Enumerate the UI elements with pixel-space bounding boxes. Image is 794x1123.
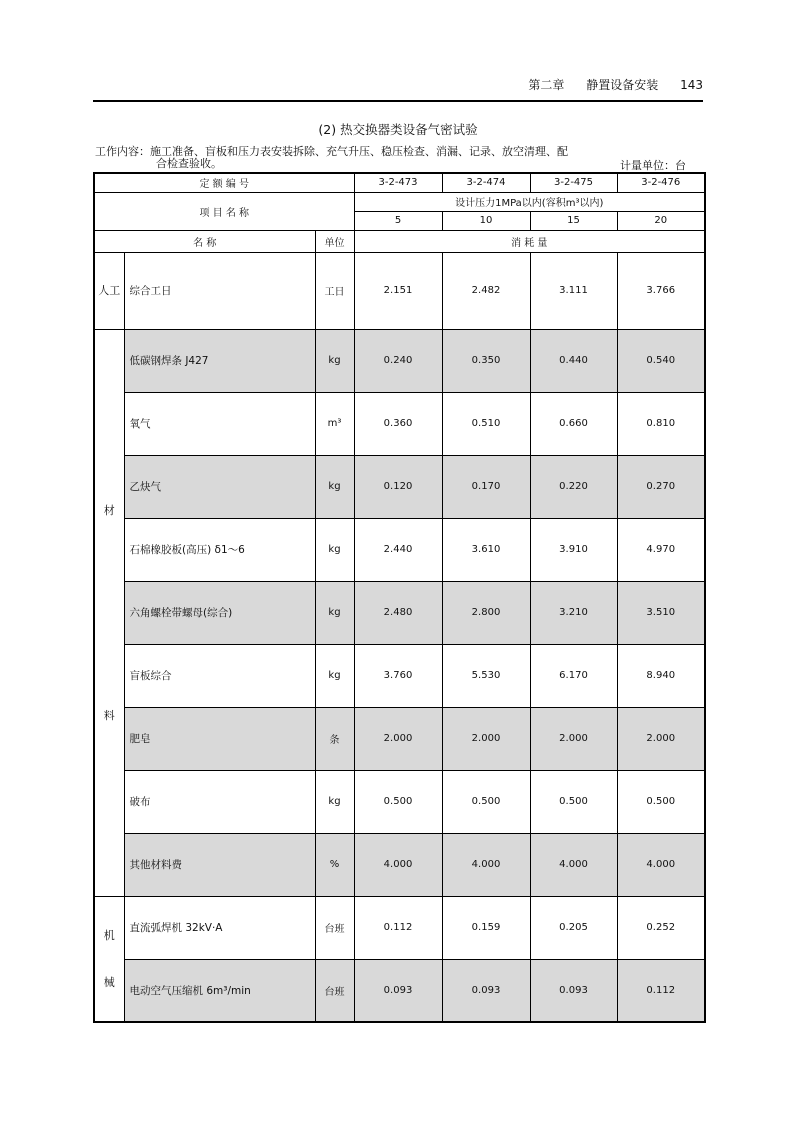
table-row — [94, 707, 705, 770]
column-header-row — [94, 230, 705, 252]
value-cell: 3.610 — [442, 518, 530, 581]
row-name: 乙炔气 — [124, 455, 315, 518]
pressure-row — [94, 192, 705, 211]
table-row — [94, 455, 705, 518]
page-header — [93, 76, 703, 92]
row-name: 六角螺栓带螺母(综合) — [124, 581, 315, 644]
value-cell: 0.093 — [442, 959, 530, 1022]
row-name: 肥皂 — [124, 707, 315, 770]
work-content-line1: 工作内容：施工准备、盲板和压力表安装拆除、充气升压、稳压检查、消漏、记录、放空清理、配 — [95, 145, 568, 158]
item-name-label: 项 目 名 称 — [94, 192, 354, 230]
row-name: 破布 — [124, 770, 315, 833]
row-name: 石棉橡胶板(高压) δ1～6 — [124, 518, 315, 581]
row-unit: kg — [315, 518, 354, 581]
page-number: 143 — [680, 78, 703, 92]
value-cell: 2.480 — [354, 581, 442, 644]
row-name: 其他材料费 — [124, 833, 315, 896]
work-content — [95, 146, 695, 170]
table-row — [94, 518, 705, 581]
value-cell: 2.440 — [354, 518, 442, 581]
value-cell: 2.151 — [354, 252, 442, 329]
value-cell: 3.910 — [530, 518, 617, 581]
value-cell: 2.000 — [530, 707, 617, 770]
measurement-unit: 计量单位：台 — [620, 159, 686, 172]
quota-label: 定 额 编 号 — [94, 173, 354, 192]
value-cell: 0.360 — [354, 392, 442, 455]
value-cell: 4.000 — [354, 833, 442, 896]
material-category-top: 材 — [103, 503, 115, 517]
chapter-label: 第二章 — [528, 78, 565, 92]
value-cell: 0.093 — [530, 959, 617, 1022]
row-name: 氧气 — [124, 392, 315, 455]
row-unit: 条 — [315, 707, 354, 770]
table-row — [94, 959, 705, 1022]
value-cell: 0.810 — [617, 392, 705, 455]
table-row — [94, 644, 705, 707]
row-name: 综合工日 — [124, 252, 315, 329]
value-cell: 5.530 — [442, 644, 530, 707]
table-row — [94, 896, 705, 959]
value-cell: 0.500 — [442, 770, 530, 833]
value-cell: 4.000 — [617, 833, 705, 896]
value-cell: 2.000 — [354, 707, 442, 770]
value-cell: 0.500 — [617, 770, 705, 833]
volume-cell: 5 — [354, 211, 442, 230]
value-cell: 0.500 — [354, 770, 442, 833]
value-cell: 0.159 — [442, 896, 530, 959]
value-cell: 8.940 — [617, 644, 705, 707]
quota-code-row — [94, 173, 705, 192]
value-cell: 0.120 — [354, 455, 442, 518]
row-unit: kg — [315, 581, 354, 644]
row-name: 电动空气压缩机 6m³/min — [124, 959, 315, 1022]
value-cell: 0.112 — [617, 959, 705, 1022]
code-cell: 3-2-476 — [617, 173, 705, 192]
value-cell: 3.760 — [354, 644, 442, 707]
table-row — [94, 833, 705, 896]
value-cell: 0.093 — [354, 959, 442, 1022]
value-cell: 3.510 — [617, 581, 705, 644]
value-cell: 2.000 — [442, 707, 530, 770]
unit-column-header: 单位 — [315, 230, 354, 252]
table-row — [94, 252, 705, 329]
material-category — [94, 329, 124, 896]
value-cell: 3.210 — [530, 581, 617, 644]
value-cell: 0.205 — [530, 896, 617, 959]
work-content-line2: 合检查验收。 — [156, 157, 222, 170]
row-unit: kg — [315, 455, 354, 518]
machine-category-bottom: 械 — [103, 975, 115, 989]
value-cell: 3.111 — [530, 252, 617, 329]
row-unit: 台班 — [315, 959, 354, 1022]
row-name: 低碳钢焊条 J427 — [124, 329, 315, 392]
value-cell: 0.112 — [354, 896, 442, 959]
value-cell: 0.240 — [354, 329, 442, 392]
value-cell: 4.000 — [530, 833, 617, 896]
row-unit: 台班 — [315, 896, 354, 959]
volume-cell: 15 — [530, 211, 617, 230]
value-cell: 4.000 — [442, 833, 530, 896]
row-unit: m³ — [315, 392, 354, 455]
header-rule — [93, 100, 703, 102]
value-cell: 0.252 — [617, 896, 705, 959]
quota-table — [93, 172, 706, 1023]
value-cell: 2.800 — [442, 581, 530, 644]
code-cell: 3-2-475 — [530, 173, 617, 192]
value-cell: 0.220 — [530, 455, 617, 518]
value-cell: 0.170 — [442, 455, 530, 518]
consumption-header: 消 耗 量 — [354, 230, 705, 252]
table-row — [94, 392, 705, 455]
row-name: 盲板综合 — [124, 644, 315, 707]
value-cell: 0.270 — [617, 455, 705, 518]
section-title: (2) 热交换器类设备气密试验 — [318, 122, 478, 137]
value-cell: 0.660 — [530, 392, 617, 455]
code-cell: 3-2-474 — [442, 173, 530, 192]
value-cell: 0.350 — [442, 329, 530, 392]
row-unit: kg — [315, 770, 354, 833]
value-cell: 0.510 — [442, 392, 530, 455]
row-unit: kg — [315, 644, 354, 707]
volume-cell: 10 — [442, 211, 530, 230]
table-row — [94, 581, 705, 644]
value-cell: 6.170 — [530, 644, 617, 707]
value-cell: 0.440 — [530, 329, 617, 392]
table-row — [94, 770, 705, 833]
value-cell: 4.970 — [617, 518, 705, 581]
row-unit: % — [315, 833, 354, 896]
volume-cell: 20 — [617, 211, 705, 230]
value-cell: 2.482 — [442, 252, 530, 329]
value-cell: 3.766 — [617, 252, 705, 329]
labor-category: 人工 — [94, 252, 124, 329]
pressure-label: 设计压力1MPa以内(容积m³以内) — [354, 192, 705, 211]
row-name: 直流弧焊机 32kV·A — [124, 896, 315, 959]
row-unit: kg — [315, 329, 354, 392]
name-column-header: 名 称 — [94, 230, 315, 252]
machine-category — [94, 896, 124, 1022]
machine-category-top: 机 — [103, 928, 115, 942]
value-cell: 2.000 — [617, 707, 705, 770]
material-category-bottom: 料 — [103, 708, 115, 722]
section-label: 静置设备安装 — [586, 78, 659, 92]
row-unit: 工日 — [315, 252, 354, 329]
value-cell: 0.500 — [530, 770, 617, 833]
value-cell: 0.540 — [617, 329, 705, 392]
table-row — [94, 329, 705, 392]
code-cell: 3-2-473 — [354, 173, 442, 192]
